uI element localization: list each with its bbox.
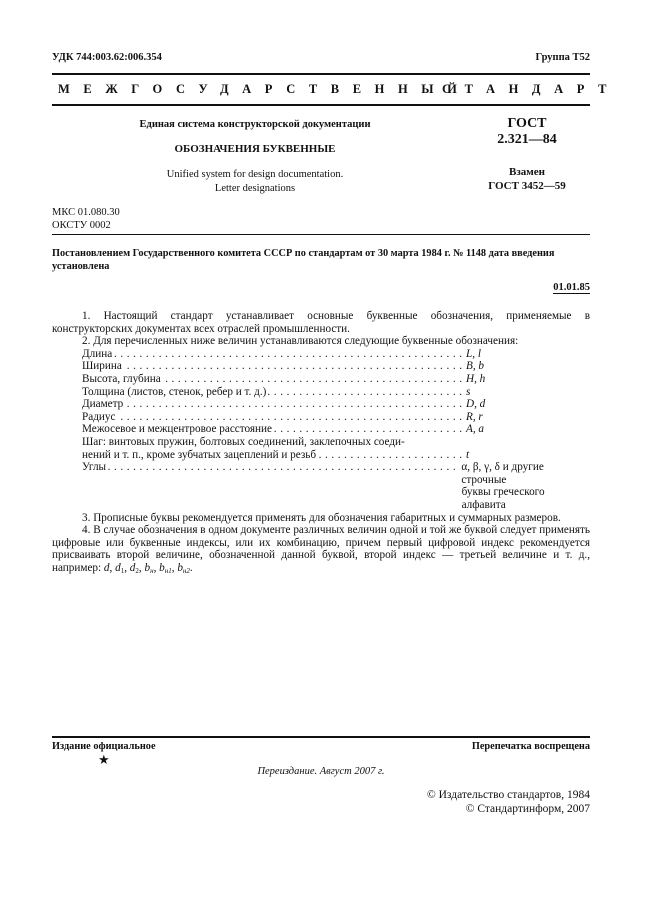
okstu-code: ОКСТУ 0002: [52, 220, 111, 231]
english-title-1: Unified system for design documentation.: [166, 169, 344, 180]
example-symbol: b: [144, 561, 151, 574]
system-title: Единая система конструкторской документации: [139, 119, 371, 130]
quantity-label: Высота, глубина: [82, 372, 161, 385]
designation-value: H, h: [466, 372, 486, 385]
star-icon: ★: [98, 752, 110, 767]
group-code: Группа Т52: [535, 52, 590, 63]
designation-value: A, a: [466, 423, 485, 436]
gost-label: ГОСТ: [507, 116, 547, 131]
official-edition: Издание официальное: [52, 741, 156, 752]
banner-right: СТАНДАРТ: [442, 82, 621, 96]
quantity-label: Радиус: [82, 410, 116, 423]
effective-date: 01.01.85: [553, 282, 590, 293]
designation-row: [52, 449, 590, 462]
designation-row-continued: [52, 436, 590, 449]
quantity-label: Длина: [82, 347, 113, 360]
example-subscript: 2: [135, 566, 139, 575]
designation-value: α, β, γ, δ и другие строчные: [461, 461, 544, 486]
example-symbol: d: [115, 561, 121, 574]
codes-rule: [52, 234, 590, 235]
standard-name: ОБОЗНАЧЕНИЯ БУКВЕННЫЕ: [174, 143, 336, 155]
quantity-label: Углы: [82, 461, 107, 474]
top-rule: [52, 73, 590, 75]
designation-row-continued: [52, 486, 590, 511]
quantity-label: Ширина: [82, 360, 122, 373]
copyright-2007: © Стандартинформ, 2007: [465, 803, 590, 815]
paragraph-3: 3. Прописные буквы рекомендуется применять для обозначения габаритных и суммарных размеров.: [82, 511, 561, 524]
footer-rule: [52, 736, 590, 738]
paragraph-1: 1. Настоящий стандарт устанавливает основные буквенные обозначения, применяемые в конструкторских документах всех отраслей промышленности.: [52, 310, 590, 335]
quantity-label: Толщина (листов, стенок, ребер и т. д.): [82, 385, 267, 398]
banner-left: МЕЖГОСУДАРСТВЕННЫЙ: [58, 82, 471, 96]
designation-value: t: [466, 448, 470, 461]
designation-value: B, b: [466, 360, 485, 373]
designation-value: R, r: [466, 410, 483, 423]
gost-number: 2.321—84: [497, 132, 557, 147]
example-symbol: b: [159, 561, 165, 574]
designation-value: D, d: [466, 398, 486, 411]
paragraph-4: 4. В случае обозначения в одном документе различных величин одной и той же буквой следует применять цифровые или буквенные индексы, или их комбинацию, причем первый цифровой индекс рекомендуется присваивать второй величине, обозначенной данной буквой, второй индекс — третьей величине и т. д., например: d, $d_1$, $d_2$, $b_н$, $b_{н1}$, $b_{н2}$.: [52, 524, 590, 575]
paragraph-4-text: 4. В случае обозначения в одном документе различных величин одной и той же буквой следует применять цифровые или буквенные индексы, или их комбинацию, причем первый цифровой индекс рекомендуется присваивать второй величине, обозначенной данной буквой, второй индекс — третьей величине и т. д., например:: [52, 524, 590, 574]
designation-row: [52, 360, 590, 373]
designation-row: [52, 398, 590, 411]
english-title-2: Letter designations: [214, 183, 296, 194]
example-subscript: н2: [182, 566, 190, 575]
example-symbol: d: [129, 561, 136, 574]
replaces-standard: ГОСТ 3452—59: [488, 180, 566, 192]
example-symbol: b: [177, 561, 183, 574]
example-subscript: н1: [164, 566, 172, 575]
banner-rule: [52, 104, 590, 106]
paragraph-2: 2. Для перечисленных ниже величин устанавливаются следующие буквенные обозначения:: [82, 335, 519, 348]
designation-value: буквы греческого алфавита: [461, 486, 545, 511]
example-subscript: н: [150, 566, 154, 575]
decree-text: Постановлением Государственного комитета СССР по стандартам от 30 марта 1984 г. № 1148 дата введения установлена: [52, 248, 555, 272]
quantity-label: Межосевое и межцентровое расстояние: [82, 423, 272, 436]
mks-code: МКС 01.080.30: [52, 207, 120, 218]
udk-code: УДК 744:003.62:006.354: [52, 52, 162, 63]
example-symbol: d: [103, 561, 110, 574]
designation-value: s: [466, 385, 471, 398]
designation-row: [52, 423, 590, 436]
designation-row: [52, 348, 590, 361]
quantity-label: Диаметр: [82, 398, 124, 411]
designation-row: [52, 411, 590, 424]
quantity-label: Шаг: винтовых пружин, болтовых соединений, заклепочных соеди-: [82, 435, 405, 448]
document-body: [52, 310, 590, 577]
copyright-1984: © Издательство стандартов, 1984: [426, 789, 590, 801]
replaces-label: Взамен: [509, 166, 545, 178]
reissue-note: Переиздание. Август 2007 г.: [257, 766, 385, 777]
quantity-label: нений и т. п., кроме зубчатых зацеплений и резьб: [82, 448, 317, 461]
example-subscript: 1: [120, 566, 125, 575]
designation-value: L, l: [466, 347, 481, 360]
designation-row: [52, 373, 590, 386]
designation-row: [52, 386, 590, 399]
reprint-notice: Перепечатка воспрещена: [471, 741, 590, 752]
designation-row: [52, 461, 590, 486]
